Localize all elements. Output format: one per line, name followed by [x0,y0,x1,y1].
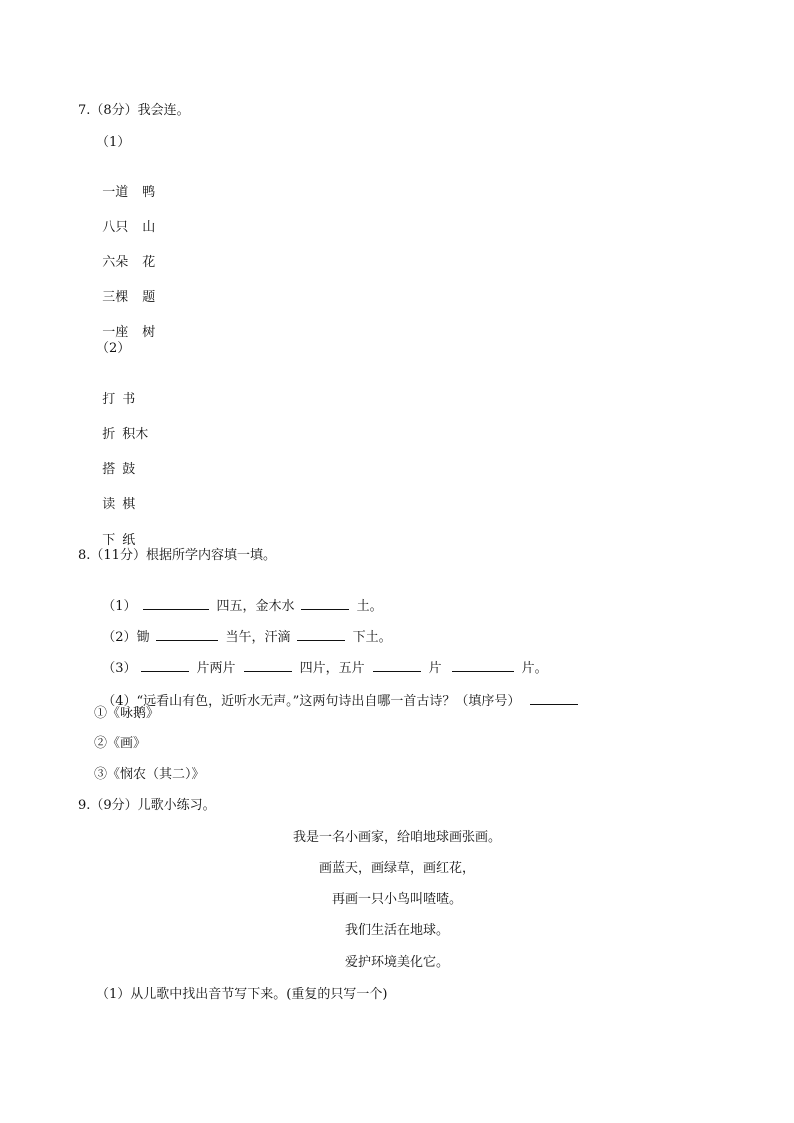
q7-part2-label: （2） [96,341,131,356]
text-segment: （3） [102,661,137,676]
right-word: 鼓 [122,462,136,477]
q8-sentence-4 [94,673,578,711]
right-word: 书 [122,392,136,407]
left-word: 一座 [102,325,129,340]
poem-line: 画蓝天，画绿草，画红花， [318,861,475,876]
left-word: 打 [102,392,116,407]
q7-part1-row [94,306,155,342]
left-word: 六朵 [102,255,129,270]
answer-blank[interactable] [530,691,578,705]
left-word: 读 [102,497,116,512]
right-word: 纸 [122,533,136,548]
right-word: 题 [142,290,156,305]
q7-header: 7.（8分）我会连。 [78,103,190,118]
q7-part2-row [94,443,135,479]
poem-line: 再画一只小鸟叫喳喳。 [331,892,462,907]
q7-part1-row [94,201,155,237]
q8-option: ③《悯农（其二）》 [94,767,205,782]
q7-part1-row [94,166,155,202]
text-segment: （1） [102,599,137,614]
answer-blank[interactable] [301,596,349,610]
q7-part1-row [94,236,155,272]
left-word: 八只 [102,220,129,235]
right-word: 棋 [122,497,136,512]
text-segment: （2）锄 [102,630,150,645]
answer-blank[interactable] [297,627,345,641]
q8-option: ②《画》 [94,736,147,751]
left-word: 下 [102,533,116,548]
text-segment: 土。 [356,599,383,614]
answer-blank[interactable] [156,627,218,641]
right-word: 鸭 [142,185,156,200]
text-segment: 片。 [521,661,548,676]
poem-line: 我们生活在地球。 [344,923,449,938]
right-word: 山 [142,220,156,235]
left-word: 折 [102,427,116,442]
q9-header: 9.（9分）儿歌小练习。 [78,798,216,813]
poem-line: 我是一名小画家，给咱地球画张画。 [292,830,501,845]
answer-blank[interactable] [373,658,421,672]
text-segment: 片 [428,661,442,676]
right-word: 花 [142,255,156,270]
left-word: 三棵 [102,290,129,305]
answer-blank[interactable] [141,658,189,672]
answer-blank[interactable] [143,596,209,610]
q7-part2-row [94,408,148,444]
text-segment: 下土。 [352,630,392,645]
text-segment: 四片，五片 [299,661,365,676]
left-word: 一道 [102,185,129,200]
q8-header: 8.（11分）根据所学内容填一填。 [78,548,276,563]
answer-blank[interactable] [452,658,514,672]
answer-blank[interactable] [244,658,292,672]
text-segment: 片两片 [196,661,236,676]
q7-part2-row [94,478,135,514]
q7-part1-label: （1） [96,135,131,150]
right-word: 树 [142,325,156,340]
q9-sub-question-1: （1）从儿歌中找出音节写下来。(重复的只写一个) [96,987,388,1002]
text-segment: 当午，汗滴 [225,630,291,645]
q7-part2-row [94,373,135,409]
q7-part1-row [94,271,155,307]
poem-line: 爱护环境美化它。 [344,955,449,970]
left-word: 搭 [102,462,116,477]
text-segment: （4）“远看山有色，近听水无声。”这两句诗出自哪一首古诗？（填序号） [102,694,521,709]
q8-option: ①《咏鹅》 [94,706,160,721]
right-word: 积木 [122,427,149,442]
q7-part2-row [94,514,135,550]
text-segment: 四五，金木水 [216,599,295,614]
